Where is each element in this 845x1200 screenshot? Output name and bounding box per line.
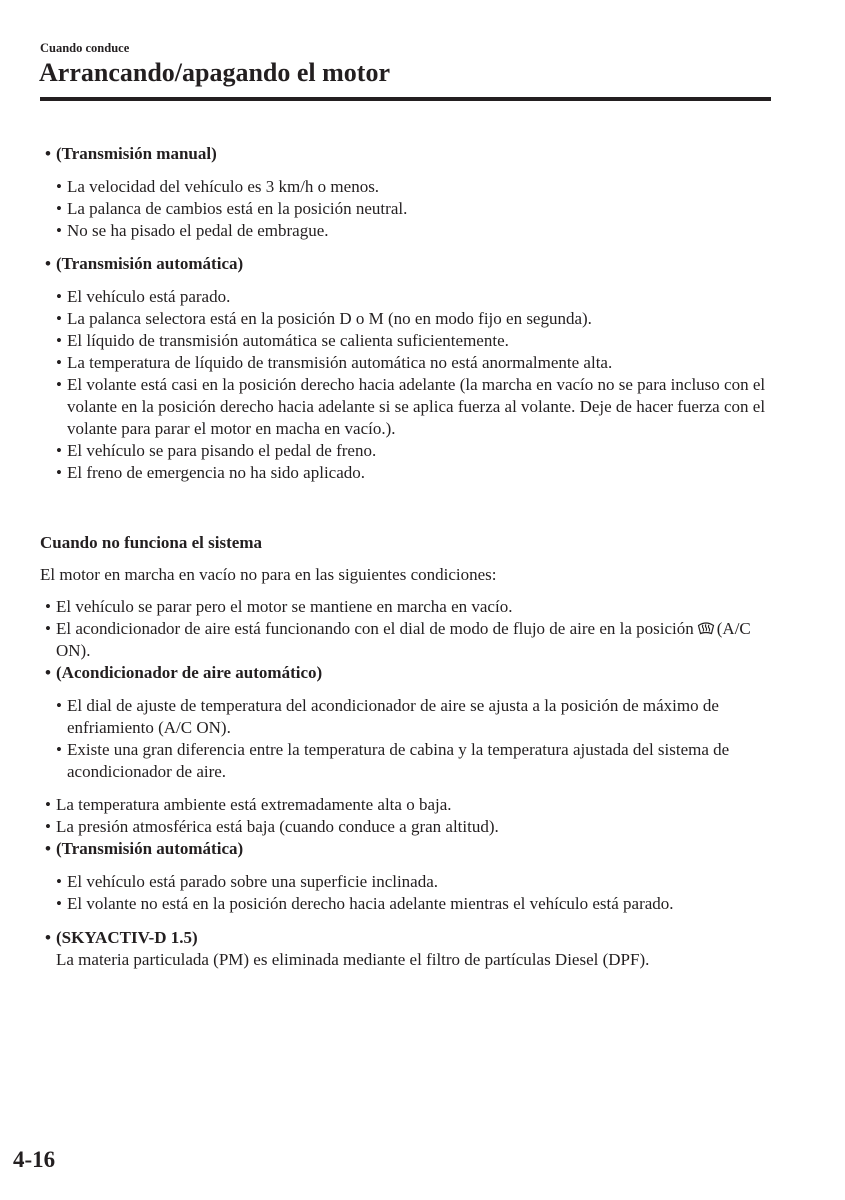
page-content [40, 143, 775, 971]
list-item: • La temperatura ambiente está extremadamente alta o baja. [56, 794, 775, 816]
automatic-transmission-list [40, 286, 775, 484]
list-item: • La velocidad del vehículo es 3 km/h o menos. [67, 176, 775, 198]
list-item [56, 618, 775, 662]
not-working-list [40, 596, 775, 971]
list-item: • El vehículo se para pisando el pedal de freno. [67, 440, 775, 462]
auto-trans-list [40, 871, 775, 915]
manual-transmission-list [40, 176, 775, 242]
auto-ac-list [40, 695, 775, 783]
skyactiv-text: La materia particulada (PM) es eliminada mediante el filtro de partículas Diesel (DPF). [56, 950, 650, 969]
list-item: • La presión atmosférica está baja (cuando conduce a gran altitud). [56, 816, 775, 838]
list-item: • La palanca selectora está en la posición D o M (no en modo fijo en segunda). [67, 308, 775, 330]
list-item: • El líquido de transmisión automática se calienta suficientemente. [67, 330, 775, 352]
list-item: • El vehículo está parado sobre una superficie inclinada. [67, 871, 775, 893]
auto-ac-heading: • (Acondicionador de aire automático) [56, 662, 775, 684]
manual-transmission-heading: • (Transmisión manual) [56, 143, 775, 165]
auto-trans-heading: • (Transmisión automática) [56, 838, 775, 860]
section-label: Cuando conduce [40, 41, 130, 55]
list-item: • El vehículo está parado. [67, 286, 775, 308]
list-item: • El volante no está en la posición derecho hacia adelante mientras el vehículo está parado. [67, 893, 775, 915]
list-item: • El freno de emergencia no ha sido aplicado. [67, 462, 775, 484]
page-number: 4-16 [13, 1147, 56, 1172]
automatic-transmission-heading: • (Transmisión automática) [56, 253, 775, 275]
list-item: • Existe una gran diferencia entre la temperatura de cabina y la temperatura ajustada del sistema de acondicionador de aire. [67, 739, 775, 783]
list-item: • El volante está casi en la posición derecho hacia adelante (la marcha en vacío no se para incluso con el volante en la posición derecho hacia adelante si se aplica fuerza al volante. Deje de hacer fuerza con el volante para parar el motor en macha en vacío.). [67, 374, 775, 440]
not-working-heading: Cuando no funciona el sistema [40, 533, 262, 552]
list-item-text: El acondicionador de aire está funcionando con el dial de modo de flujo de aire en la posición [56, 619, 694, 638]
not-working-intro: El motor en marcha en vacío no para en las siguientes condiciones: [40, 565, 497, 584]
skyactiv-heading: • (SKYACTIV-D 1.5) [56, 927, 775, 949]
list-item: • No se ha pisado el pedal de embrague. [67, 220, 775, 242]
list-item: • La temperatura de líquido de transmisión automática no está anormalmente alta. [67, 352, 775, 374]
page-title: Arrancando/apagando el motor [39, 58, 390, 87]
windshield-defroster-icon [697, 621, 715, 635]
list-item: • La palanca de cambios está en la posición neutral. [67, 198, 775, 220]
list-item: • El vehículo se parar pero el motor se mantiene en marcha en vacío. [56, 596, 775, 618]
list-item-text-end: (A/C ON). [56, 619, 751, 660]
list-item: • El dial de ajuste de temperatura del acondicionador de aire se ajusta a la posición de máximo de enfriamiento (A/C ON). [67, 695, 775, 739]
title-rule [40, 97, 771, 101]
